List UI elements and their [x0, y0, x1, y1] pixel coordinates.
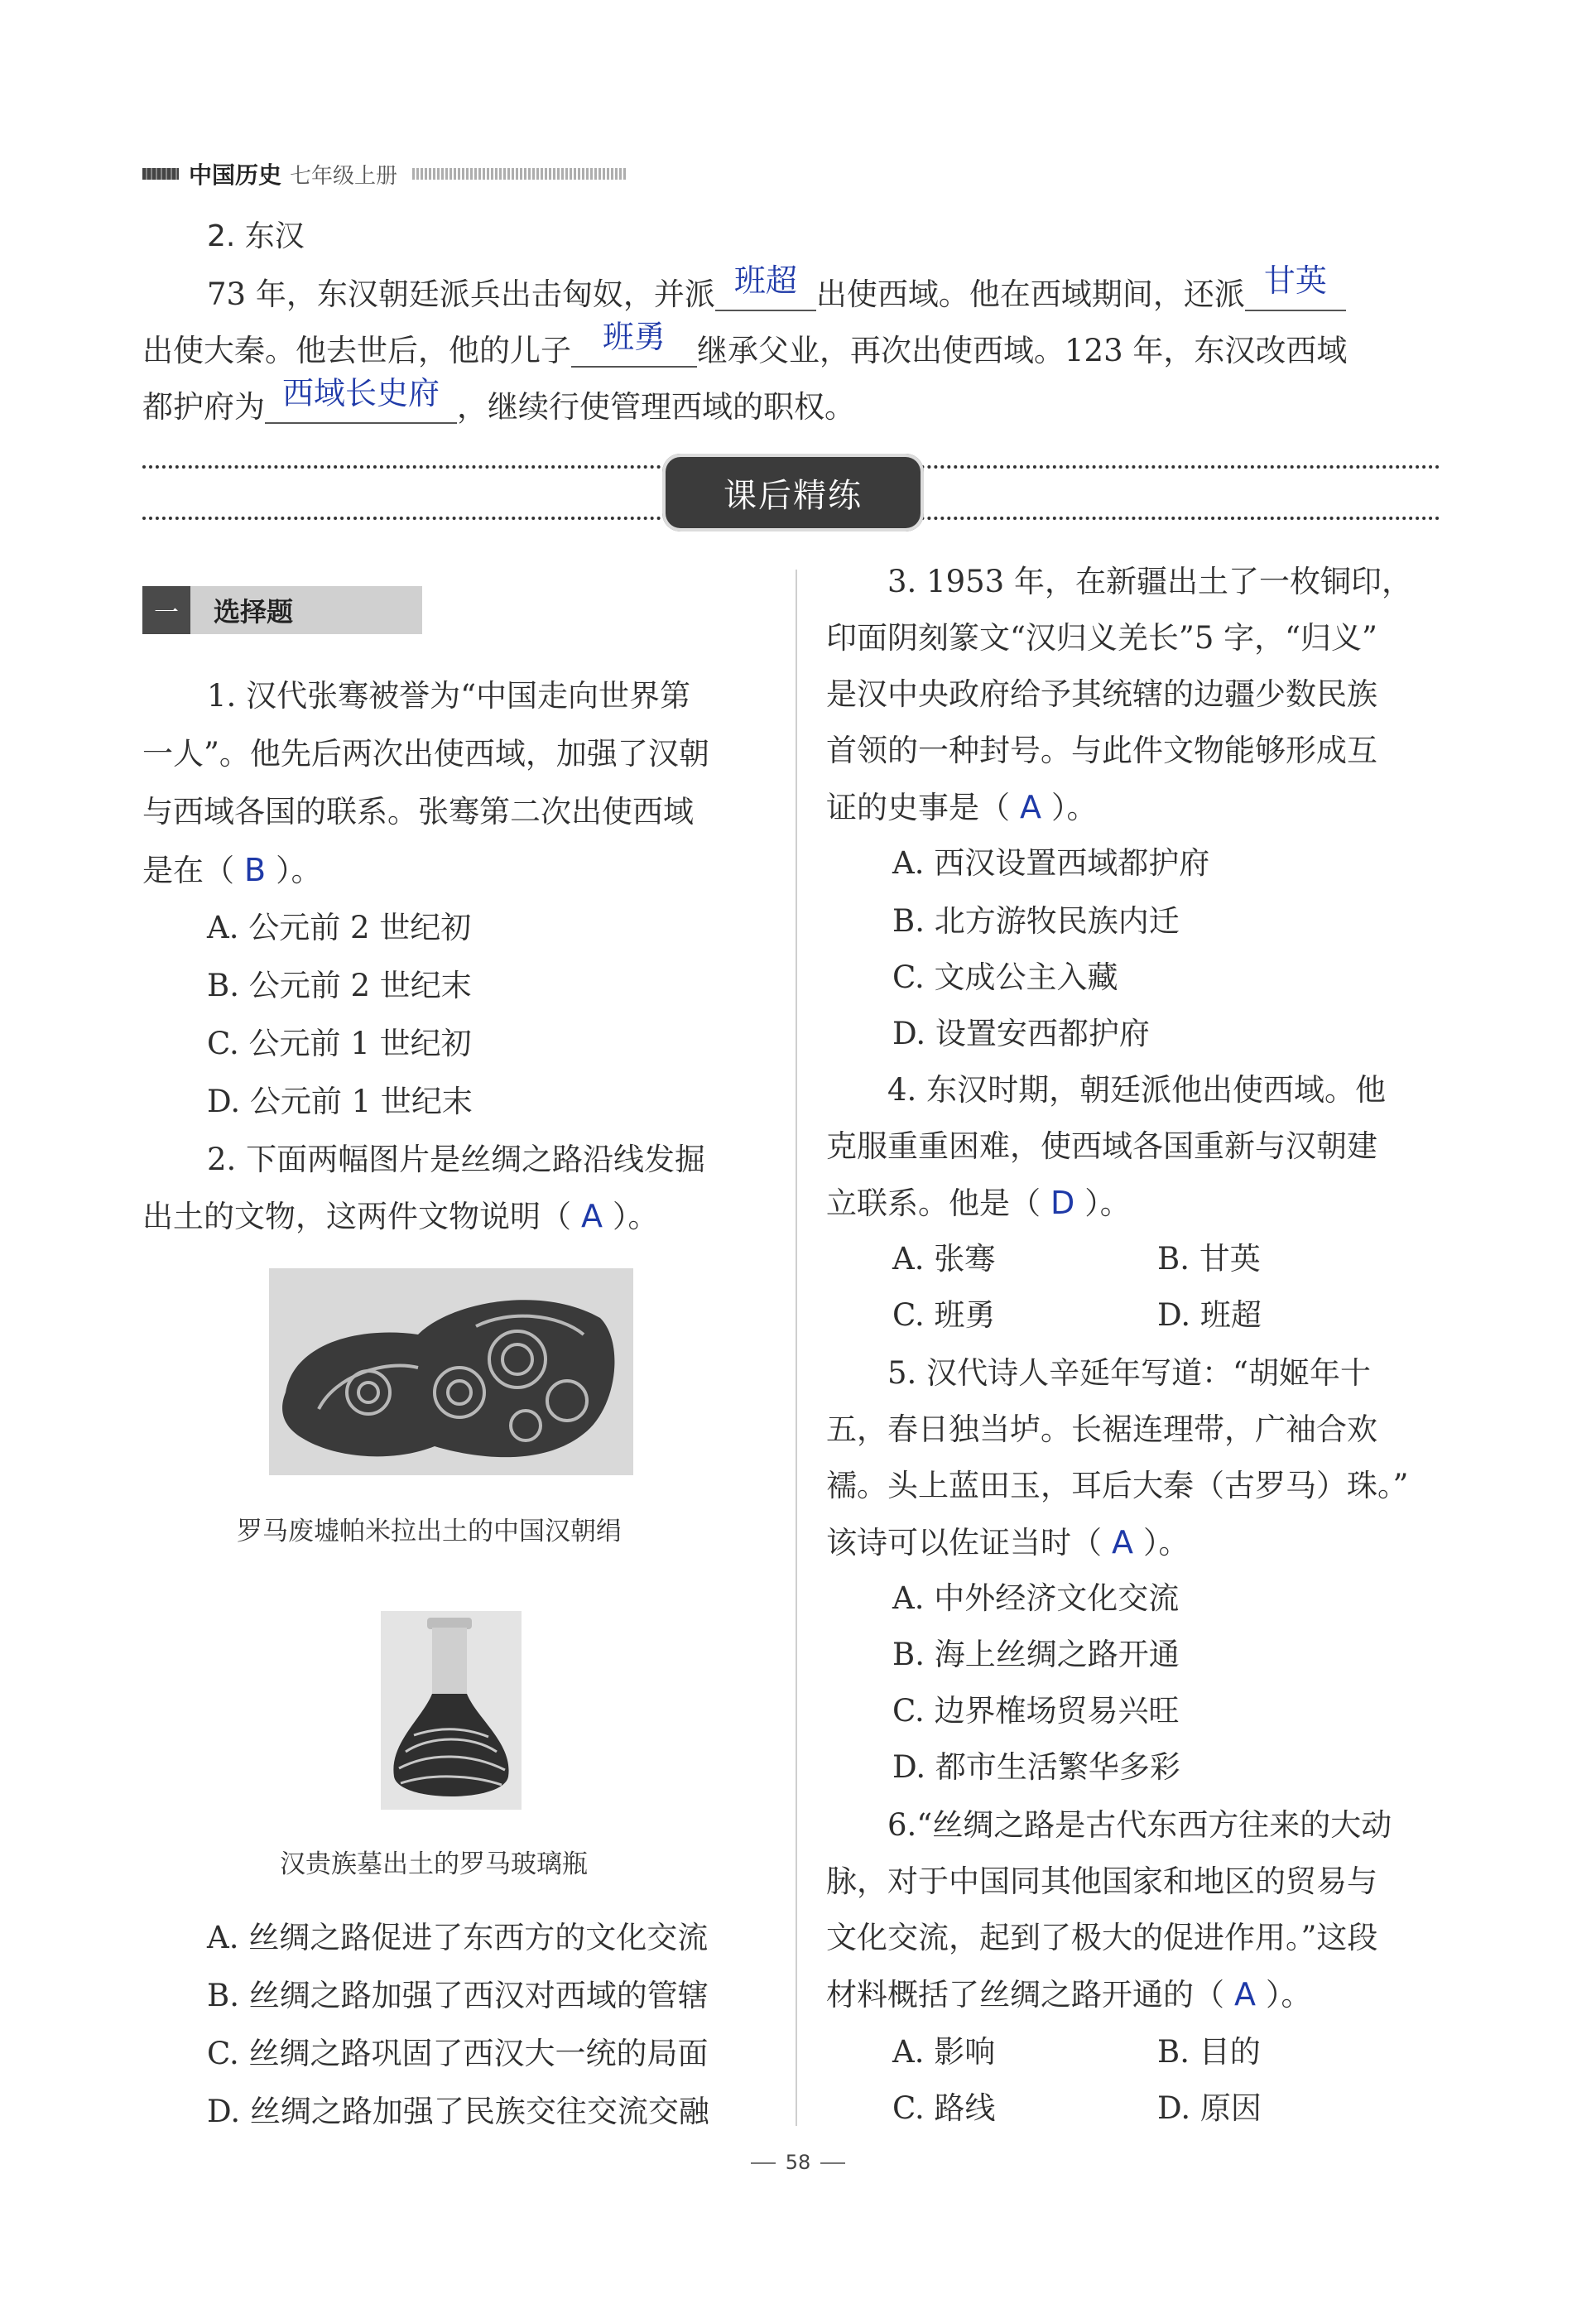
q5-text: ）。 — [1143, 1525, 1190, 1561]
q4-option: D. 班超 — [1157, 1297, 1262, 1333]
fill-blank — [571, 319, 697, 368]
q3-text: ）。 — [1051, 790, 1098, 825]
intro-text: 出使西域。他在西域期间，还派 — [815, 277, 1245, 312]
q3-text: 证的史事是（ — [826, 790, 1010, 825]
q6-line-last — [826, 1976, 1312, 2013]
q6-text: 材料概括了丝绸之路开通的（ — [826, 1977, 1224, 2013]
q1-text: ）。 — [276, 853, 322, 888]
q6-option: D. 原因 — [1157, 2090, 1262, 2126]
silk-fragment-image — [269, 1268, 633, 1475]
q5-text: 该诗可以佐证当时（ — [826, 1525, 1102, 1561]
q4-line: 克服重重困难，使西域各国重新与汉朝建 — [826, 1128, 1377, 1164]
q5-answer: A — [1112, 1524, 1133, 1561]
section-tag — [142, 586, 422, 634]
header-subtitle: 七年级上册 — [290, 163, 398, 189]
q2-option: D. 丝绸之路加强了民族交往交流交融 — [207, 2094, 709, 2129]
q6-option: C. 路线 — [892, 2090, 996, 2126]
q5-option: B. 海上丝绸之路开通 — [892, 1637, 1180, 1672]
intro-line-1 — [207, 262, 1346, 312]
intro-text: 出使大秦。他去世后，他的儿子 — [142, 333, 571, 368]
fill-answer: 西域长史府 — [281, 375, 440, 411]
q4-option: C. 班勇 — [892, 1297, 996, 1333]
q1-line: 一人”。他先后两次出使西域，加强了汉朝 — [142, 736, 709, 772]
fill-blank — [1245, 262, 1346, 311]
q1-option: B. 公元前 2 世纪末 — [207, 968, 472, 1003]
q3-answer: A — [1020, 789, 1041, 825]
intro-text: 73 年，东汉朝廷派兵出击匈奴，并派 — [207, 277, 715, 312]
header-title: 中国历史 — [189, 161, 282, 189]
page-number-text: 58 — [785, 2151, 811, 2174]
fill-answer: 班勇 — [602, 319, 666, 355]
intro-heading: 2. 东汉 — [207, 219, 305, 253]
header-bar-decoration — [142, 168, 179, 180]
q1-option: D. 公元前 1 世纪末 — [207, 1084, 473, 1119]
q6-line: 6.“丝绸之路是古代东西方往来的大动 — [887, 1807, 1392, 1843]
q4-text: ）。 — [1084, 1185, 1131, 1221]
q5-line: 5. 汉代诗人辛延年写道：“胡姬年十 — [887, 1355, 1371, 1391]
q2-line-last — [142, 1200, 659, 1232]
q3-line: 3. 1953 年，在新疆出土了一枚铜印， — [887, 564, 1412, 599]
section-banner: 课后精练 — [662, 454, 924, 531]
q2-text: ）。 — [613, 1199, 659, 1234]
section-number: 一 — [142, 586, 190, 634]
glass-bottle-image — [381, 1611, 522, 1810]
image-caption-bottle: 汉贵族墓出土的罗马玻璃瓶 — [280, 1849, 588, 1879]
q2-line: 2. 下面两幅图片是丝绸之路沿线发掘 — [207, 1142, 706, 1177]
q6-option: B. 目的 — [1157, 2034, 1261, 2070]
q1-line: 1. 汉代张骞被誉为“中国走向世界第 — [207, 678, 690, 714]
q2-option: A. 丝绸之路促进了东西方的文化交流 — [207, 1920, 709, 1955]
running-header — [142, 157, 627, 190]
page-number-dash — [820, 2162, 845, 2164]
q5-line: 襦。头上蓝田玉，耳后大秦（古罗马）珠。” — [826, 1468, 1409, 1503]
q4-answer: D — [1050, 1185, 1075, 1221]
q6-line: 文化交流，起到了极大的促进作用。”这段 — [826, 1920, 1378, 1955]
q6-text: ）。 — [1266, 1977, 1312, 2013]
fill-blank — [265, 375, 457, 424]
q3-option: D. 设置安西都护府 — [892, 1016, 1150, 1051]
image-caption-silk: 罗马废墟帕米拉出土的中国汉朝绢 — [237, 1517, 622, 1546]
q2-option: B. 丝绸之路加强了西汉对西域的管辖 — [207, 1978, 709, 2013]
q4-option: B. 甘英 — [1157, 1241, 1261, 1277]
q5-line: 五，春日独当垆。长裾连理带，广袖合欢 — [826, 1411, 1377, 1447]
q6-line: 脉，对于中国同其他国家和地区的贸易与 — [826, 1864, 1377, 1899]
header-dots-decoration — [412, 168, 627, 180]
q1-text: 是在（ — [142, 853, 234, 888]
q3-line: 是汉中央政府给予其统辖的边疆少数民族 — [826, 676, 1377, 712]
fill-answer: 甘英 — [1263, 262, 1327, 299]
intro-line-3 — [142, 375, 855, 425]
section-label: 选择题 — [214, 596, 294, 628]
q1-line-last — [142, 854, 322, 886]
q6-answer: A — [1234, 1976, 1256, 2013]
q5-line-last — [826, 1524, 1190, 1561]
q1-option: A. 公元前 2 世纪初 — [207, 910, 472, 945]
q3-line-last — [826, 791, 1098, 823]
q5-option: A. 中外经济文化交流 — [892, 1580, 1180, 1616]
q3-option: B. 北方游牧民族内迁 — [892, 903, 1180, 939]
intro-line-2 — [142, 319, 1348, 368]
q4-line: 4. 东汉时期，朝廷派他出使西域。他 — [887, 1072, 1387, 1108]
column-divider — [796, 570, 797, 2126]
q1-line: 与西域各国的联系。张骞第二次出使西域 — [142, 794, 694, 830]
page-number — [0, 2151, 1596, 2174]
q3-line: 首领的一种封号。与此件文物能够形成互 — [826, 733, 1377, 768]
intro-text: 继承父业，再次出使西域。123 年，东汉改西域 — [697, 333, 1348, 368]
intro-text: 都护府为 — [142, 389, 265, 425]
q3-option: A. 西汉设置西域都护府 — [892, 845, 1210, 881]
intro-text: ，继续行使管理西域的职权。 — [457, 389, 855, 425]
q2-answer: A — [581, 1198, 603, 1234]
q6-option: A. 影响 — [892, 2034, 996, 2070]
q4-option: A. 张骞 — [892, 1241, 996, 1277]
fill-blank — [715, 262, 816, 311]
q1-option: C. 公元前 1 世纪初 — [207, 1026, 472, 1061]
fill-answer: 班超 — [733, 262, 797, 299]
page-number-dash — [751, 2162, 776, 2164]
q2-text: 出土的文物，这两件文物说明（ — [142, 1199, 571, 1234]
q5-option: D. 都市生活繁华多彩 — [892, 1749, 1180, 1785]
q5-option: C. 边界榷场贸易兴旺 — [892, 1693, 1180, 1729]
q1-answer: B — [244, 852, 267, 888]
q3-line: 印面阴刻篆文“汉归义羌长”5 字，“归义” — [826, 620, 1377, 656]
q4-text: 立联系。他是（ — [826, 1185, 1041, 1221]
q4-line-last — [826, 1187, 1131, 1219]
q3-option: C. 文成公主入藏 — [892, 959, 1118, 995]
q2-option: C. 丝绸之路巩固了西汉大一统的局面 — [207, 2036, 709, 2071]
